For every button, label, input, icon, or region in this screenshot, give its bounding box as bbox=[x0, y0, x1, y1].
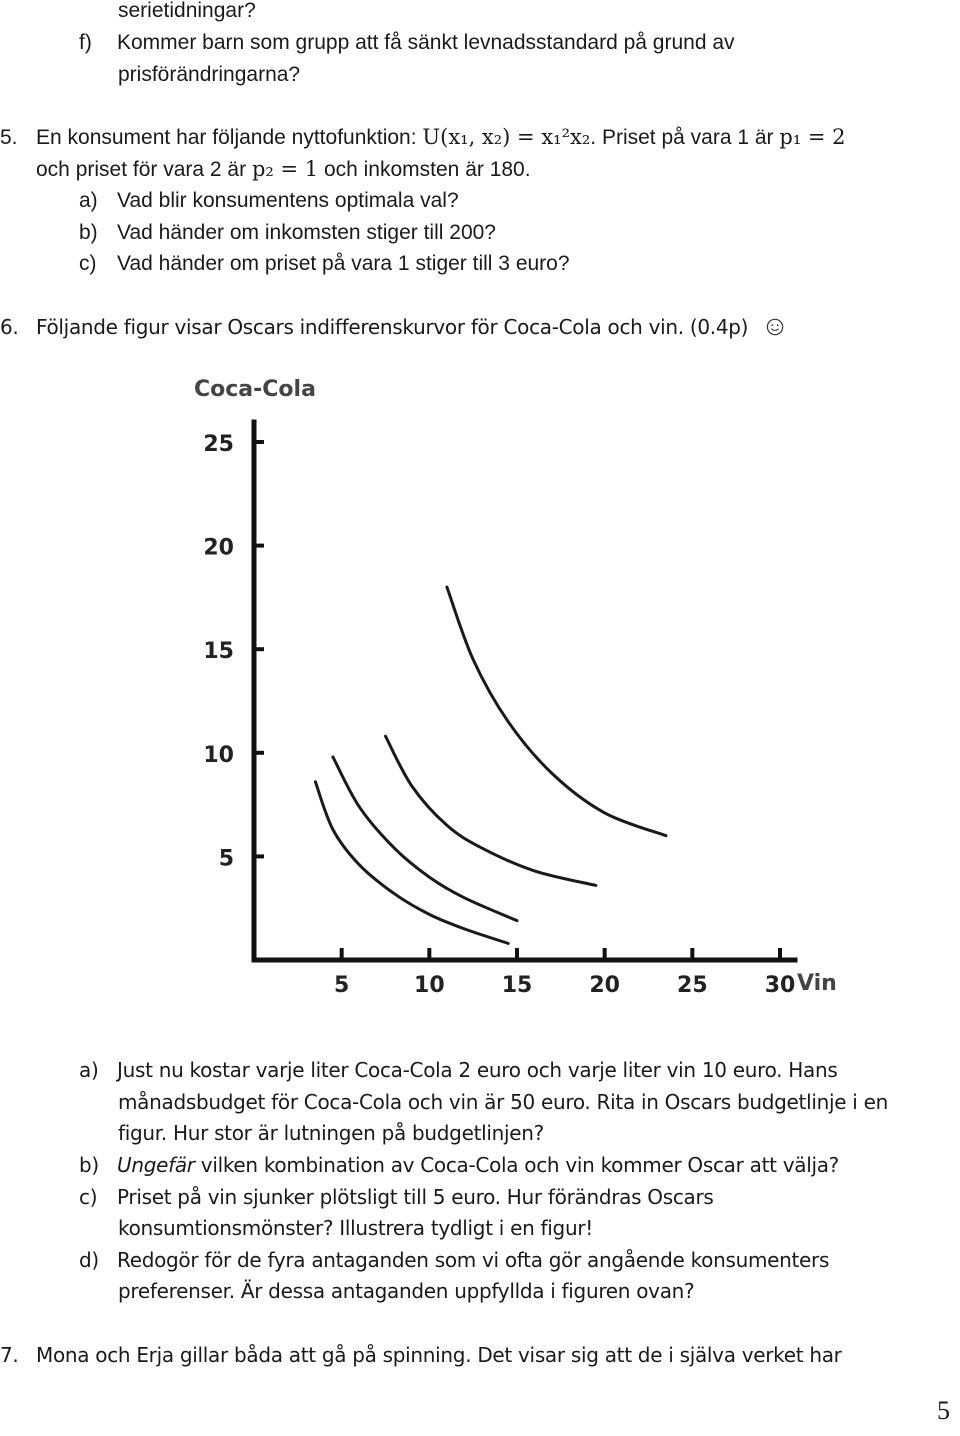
chart-curves bbox=[315, 587, 666, 943]
q6-heading bbox=[0, 313, 784, 341]
item-label: d) bbox=[79, 1248, 99, 1272]
item-label: f) bbox=[79, 31, 92, 54]
q5-income-text: och inkomsten är 180. bbox=[323, 158, 531, 181]
item-text: Redogör för de fyra antaganden som vi ofta gör angående konsumenters bbox=[117, 1248, 830, 1272]
q6-item-c-line2: konsumtionsmönster? Illustrera tydligt i en figur! bbox=[118, 1216, 593, 1240]
y-tick-label: 5 bbox=[218, 846, 234, 872]
indifference-chart bbox=[0, 360, 960, 1080]
smiley-face-icon bbox=[766, 318, 784, 336]
chart-labels bbox=[194, 377, 837, 998]
q5-item-a bbox=[79, 187, 459, 215]
question-number: 5. bbox=[0, 126, 18, 149]
item-label: a) bbox=[79, 189, 98, 212]
x-tick-label: 10 bbox=[414, 973, 445, 998]
x-tick-label: 25 bbox=[677, 973, 708, 998]
q7-text: Mona och Erja gillar båda att gå på spinning. Det visar sig att de i själva verket har bbox=[36, 1343, 842, 1367]
indifference-curve-2 bbox=[333, 757, 517, 921]
question-number: 6. bbox=[0, 315, 19, 339]
item-text: Vad händer om inkomsten stiger till 200? bbox=[117, 221, 496, 244]
x-tick-label: 30 bbox=[764, 973, 796, 998]
x-tick-label: 15 bbox=[501, 973, 533, 998]
page-number: 5 bbox=[937, 1396, 950, 1425]
q6-item-a-line2: månadsbudget för Coca-Cola och vin är 50 euro. Rita in Oscars budgetlinje i en bbox=[118, 1090, 888, 1114]
q4-item-f bbox=[79, 29, 735, 57]
q6-item-b bbox=[79, 1151, 839, 1179]
q5-line2 bbox=[36, 155, 531, 184]
q5-price2-text: och priset för vara 2 är bbox=[36, 158, 247, 181]
question-number: 7. bbox=[0, 1343, 19, 1367]
q6-item-c bbox=[79, 1183, 714, 1211]
y-tick-label: 15 bbox=[203, 639, 234, 665]
item-label: b) bbox=[79, 1153, 99, 1177]
q6-item-a bbox=[79, 1056, 838, 1084]
item-label: b) bbox=[79, 221, 98, 244]
q5-line1 bbox=[0, 123, 846, 152]
item-text: Kommer barn som grupp att få sänkt levnadsstandard på grund av bbox=[117, 31, 735, 54]
q5-item-c bbox=[79, 250, 570, 278]
p1-formula: p₁ = 2 bbox=[779, 125, 846, 149]
item-text: vilken kombination av Coca-Cola och vin kommer Oscar att välja? bbox=[194, 1153, 839, 1177]
item-text: Vad blir konsumentens optimala val? bbox=[117, 189, 459, 212]
p2-formula: p₂ = 1 bbox=[251, 157, 319, 181]
indifference-curve-4 bbox=[447, 587, 666, 836]
x-tick-label: 5 bbox=[334, 973, 350, 998]
q6-text: Följande figur visar Oscars indifferenskurvor för Coca-Cola och vin. (0.4p) bbox=[36, 315, 749, 339]
item-label: c) bbox=[79, 252, 97, 275]
q4-item-f-line2: prisförändringarna? bbox=[118, 63, 301, 86]
y-axis-title: Coca-Cola bbox=[194, 377, 316, 402]
q5-intro-text: En konsument har följande nyttofunktion: bbox=[36, 126, 417, 149]
item-label: a) bbox=[79, 1058, 99, 1082]
utility-formula: U(x₁, x₂) = x₁²x₂ bbox=[422, 125, 591, 149]
q6-item-a-line3: figur. Hur stor är lutningen på budgetlinjen? bbox=[118, 1121, 544, 1145]
q6-item-d bbox=[79, 1246, 829, 1274]
item-text: Priset på vin sjunker plötsligt till 5 euro. Hur förändras Oscars bbox=[117, 1185, 714, 1209]
y-tick-label: 10 bbox=[203, 742, 234, 768]
chart-axes bbox=[254, 422, 795, 960]
q6-item-d-line2: preferenser. Är dessa antaganden uppfyllda i figuren ovan? bbox=[118, 1279, 695, 1303]
q7-heading bbox=[0, 1341, 842, 1369]
item-emphasis: Ungefär bbox=[117, 1153, 195, 1177]
q4-e-continuation: serietidningar? bbox=[118, 0, 256, 22]
indifference-curve-3 bbox=[386, 736, 596, 885]
y-tick-label: 20 bbox=[203, 535, 234, 561]
item-label: c) bbox=[79, 1185, 98, 1209]
x-axis-title: Vin bbox=[797, 971, 837, 996]
x-tick-label: 20 bbox=[589, 973, 620, 998]
item-text: Vad händer om priset på vara 1 stiger till 3 euro? bbox=[117, 252, 570, 275]
q5-price1-text: . Priset på vara 1 är bbox=[590, 126, 774, 149]
q5-item-b bbox=[79, 219, 496, 247]
item-text: Just nu kostar varje liter Coca-Cola 2 euro och varje liter vin 10 euro. Hans bbox=[117, 1058, 838, 1082]
y-tick-label: 25 bbox=[203, 432, 234, 457]
